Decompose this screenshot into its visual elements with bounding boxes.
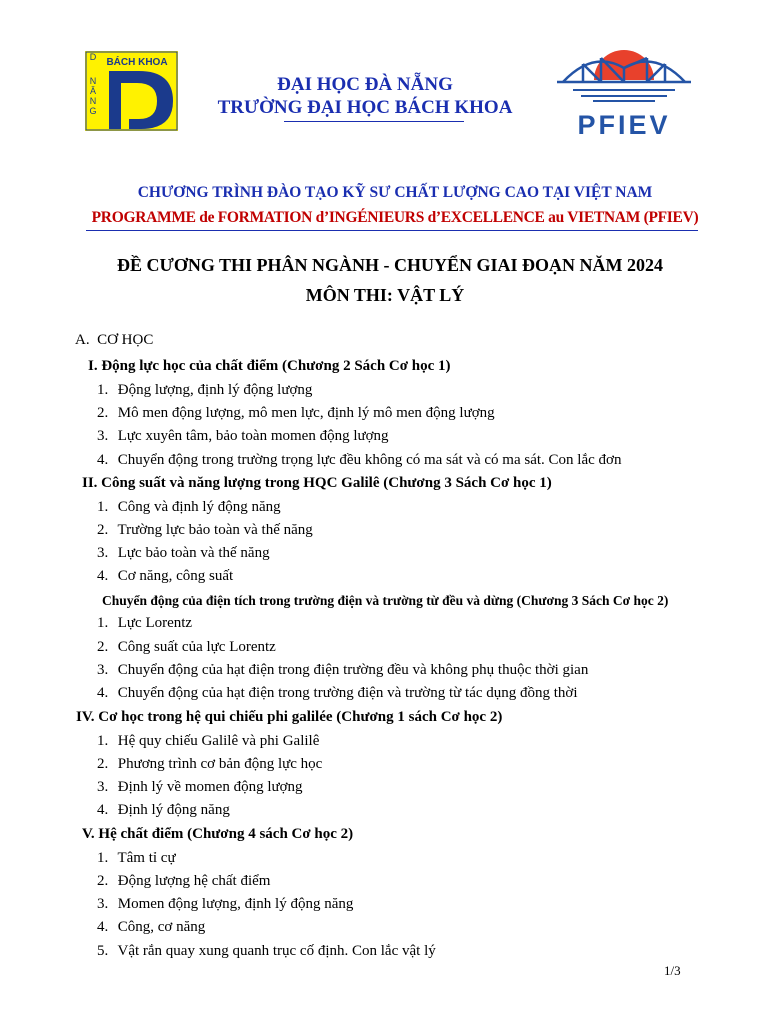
university-name: ĐẠI HỌC ĐÀ NẴNG [277,74,453,95]
item-text: Công, cơ năng [117,919,206,935]
list-item [97,756,322,773]
bach-khoa-logo [85,51,178,131]
item-number: 4. [97,802,109,818]
item-text: Định lý về momen động lượng [117,779,303,795]
svg-text:N: N [89,96,97,106]
list-item [97,545,270,562]
section-heading: I. Động lực học của chất điểm (Chương 2 Sách Cơ học 1) [88,358,451,374]
section-heading: Chuyển động của điện tích trong trường điện và trường từ đều và dừng (Chương 3 Sách Cơ học 2) [102,593,669,608]
list-item [97,685,578,702]
list-item [97,850,176,867]
logo-bk-text: BÁCH KHOA [106,57,168,68]
item-number: 3. [97,779,109,795]
item-text: Lực bảo toàn và thế năng [117,545,270,561]
item-text: Vật rắn quay xung quanh trục cố định. Con lắc vật lý [117,943,436,959]
item-number: 2. [97,639,109,655]
item-text: Công và định lý động năng [117,499,281,515]
item-text: Lực xuyên tâm, bảo toàn momen động lượng [117,428,389,444]
section-heading: V. Hệ chất điểm (Chương 4 sách Cơ học 2) [82,826,354,842]
svg-text:D: D [89,52,97,62]
item-text: Chuyển động của hạt điện trong trường điện và trường từ tác dụng đồng thời [117,685,578,701]
list-item [97,873,270,890]
item-number: 1. [97,615,109,631]
list-item [97,452,621,469]
item-text: Chuyển động trong trường trọng lực đều không có ma sát và có ma sát. Con lắc đơn [117,452,622,468]
list-item [97,802,230,819]
section-heading: IV. Cơ học trong hệ qui chiếu phi galilée (Chương 1 sách Cơ học 2) [76,709,503,725]
item-number: 4. [97,568,109,584]
item-number: 4. [97,919,109,935]
part-a-marker: A. [75,332,90,348]
item-text: Cơ năng, công suất [117,568,234,584]
list-item [97,568,233,585]
svg-text:Ă: Ă [89,86,97,96]
item-number: 3. [97,545,109,561]
item-number: 1. [97,382,109,398]
school-underline [284,121,464,122]
item-number: 4. [97,685,109,701]
item-text: Mô men động lượng, mô men lực, định lý mô men động lượng [117,405,495,421]
item-number: 1. [97,733,109,749]
item-number: 2. [97,405,109,421]
list-item [97,896,353,913]
programme-vietnamese: CHƯƠNG TRÌNH ĐÀO TẠO KỸ SƯ CHẤT LƯỢNG CAO TẠI VIỆT NAM [137,184,653,201]
item-number: 5. [97,943,109,959]
svg-text:N: N [89,76,97,86]
exam-subject: MÔN THI: VẬT LÝ [305,285,465,305]
pfiev-logo-text: PFIEV [577,110,671,140]
item-number: 3. [97,896,109,912]
part-a-heading [75,332,153,349]
list-item [97,779,303,796]
list-item [97,428,389,445]
item-text: Phương trình cơ bản động lực học [117,756,323,772]
list-item [97,615,192,632]
page-number: 1/3 [664,963,681,978]
list-item [97,639,276,656]
list-item [97,405,495,422]
item-text: Động lượng, định lý động lượng [117,382,313,398]
item-text: Tâm tỉ cự [117,850,176,866]
list-item [97,662,588,679]
list-item [97,733,319,750]
document-title: ĐỀ CƯƠNG THI PHÂN NGÀNH - CHUYỂN GIAI ĐOẠN NĂM 2024 [116,255,663,275]
item-text: Trường lực bảo toàn và thế năng [117,522,313,538]
section-heading: II. Công suất và năng lượng trong HQC Galilê (Chương 3 Sách Cơ học 1) [82,475,552,491]
item-text: Công suất của lực Lorentz [117,639,276,655]
part-a-title: CƠ HỌC [97,332,154,348]
item-text: Hệ quy chiếu Galilê và phi Galilê [117,733,320,749]
item-number: 3. [97,662,109,678]
list-item [97,382,312,399]
item-number: 2. [97,756,109,772]
item-number: 1. [97,499,109,515]
item-text: Momen động lượng, định lý động năng [117,896,354,912]
programme-french: PROGRAMME de FORMATION d’INGÉNIEURS d’EXCELLENCE au VIETNAM (PFIEV) [91,209,699,226]
list-item [97,522,313,539]
item-number: 2. [97,522,109,538]
list-item [97,919,205,936]
item-number: 3. [97,428,109,444]
list-item [97,499,281,516]
item-text: Định lý động năng [117,802,230,818]
item-text: Động lượng hệ chất điểm [117,873,271,889]
item-number: 2. [97,873,109,889]
list-item [97,943,436,960]
svg-text:G: G [89,106,97,116]
header-divider [86,230,698,231]
item-text: Chuyển động của hạt điện trong điện trường đều và không phụ thuộc thời gian [117,662,589,678]
item-number: 4. [97,452,109,468]
school-name: TRƯỜNG ĐẠI HỌC BÁCH KHOA [217,97,513,118]
pfiev-logo [553,40,695,140]
item-text: Lực Lorentz [117,615,193,631]
item-number: 1. [97,850,109,866]
